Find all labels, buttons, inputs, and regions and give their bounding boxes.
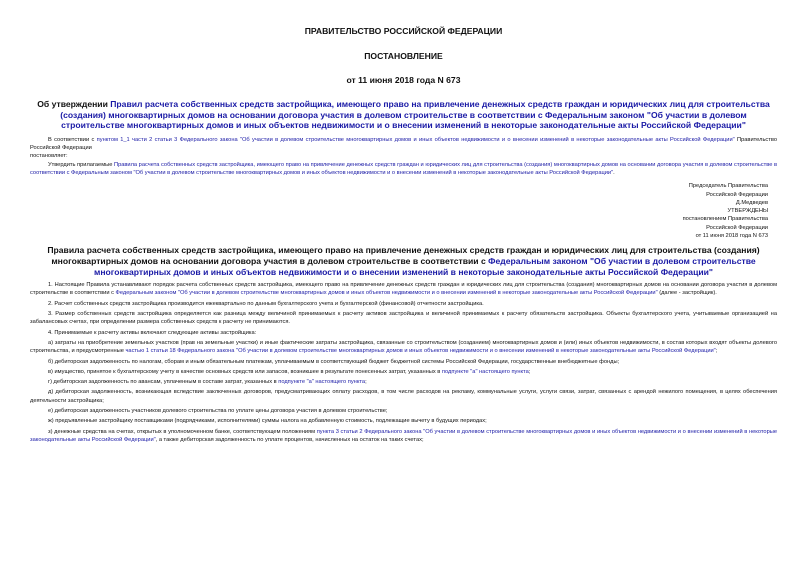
rules-title-prefix: Правила расчета собственных средств застройщика, имеющего право на привлечение денежных средств граждан и юридических лиц для строительства (создания) многоквартирных домов на основании договора участия в долевом строительстве в соответствии с	[47, 245, 760, 266]
rule-4a	[30, 339, 777, 356]
rule-1	[30, 281, 777, 298]
preamble-paragraph	[30, 136, 777, 153]
rule-1-text: 1. Настоящие Правила устанавливают порядок расчета собственных средств застройщика, имеющего право на привлечение денежных средств граждан и юридических лиц для строительства (создания) многоквартирных домов на основании договора участия в долевом строительстве в соответствии с	[30, 282, 777, 297]
approved-date: от 11 июня 2018 года N 673	[695, 233, 768, 240]
rule-4v	[30, 368, 777, 376]
signer-country: Российской Федерации	[706, 191, 768, 198]
title-link[interactable]: Правил расчета собственных средств застройщика, имеющего право на привлечение денежных средств граждан и юридических лиц для строительства (создания) многоквартирных домов на основании договора участия в долевом строительстве в соответствии с Федеральным законом "Об участии в долевом строительстве многоквартирных домов и иных объектов недвижимости и о внесении изменений в некоторые законодательные акты Российской Федерации"	[60, 99, 770, 131]
approve-rules-link[interactable]: Правила расчета собственных средств застройщика, имеющего право на привлечение денежных средств граждан и юридических лиц для строительства (создания) многоквартирных домов на основании договора участия в долевом строительстве в соответствии с Федеральным законом "Об участии в долевом строительстве многоквартирных домов и иных объектов недвижимости и о внесении изменений в некоторые законодательные акты Российской Федерации"	[30, 161, 777, 176]
signer-name: Д.Медведев	[735, 199, 768, 206]
document-page	[30, 26, 777, 444]
approve-text: Утвердить прилагаемые	[48, 161, 114, 168]
rule-1-law-link[interactable]: Федеральным законом "Об участии в долевом строительстве многоквартирных домов и иных объектов недвижимости и о внесении изменений в некоторые законодательные акты Российской Федерации"	[115, 290, 658, 297]
signature-block	[30, 182, 777, 240]
doc-date-number: от 11 июня 2018 года N 673	[346, 75, 461, 85]
rule-4: 4. Принимаемые к расчету активы включают следующие активы застройщика:	[48, 329, 257, 336]
rule-2: 2. Расчет собственных средств застройщика производится ежеквартально по данным бухгалтерского учета и бухгалтерской (финансовой) отчетности застройщика.	[48, 300, 484, 307]
signer-position: Председатель Правительства	[688, 183, 768, 190]
doc-type-heading: ПОСТАНОВЛЕНИЕ	[364, 51, 443, 61]
rule-4a-text-end: ;	[715, 348, 718, 355]
preamble-text: В соответствии с	[48, 136, 97, 143]
rule-4v-text-end: ;	[528, 368, 531, 375]
rule-4a-text: а) затраты на приобретение земельных участков (прав на земельные участки) и иные фактические затраты застройщика, связанные со строительством (созданием) многоквартирных домов и (или) иных объектов недвижимости, в состав которых входят объекты долевого строительства, и предусмотренные	[30, 339, 777, 355]
approve-paragraph	[30, 161, 777, 178]
rule-4v-link[interactable]: подпункте "а" настоящего пункта	[441, 368, 529, 375]
approve-text-end: .	[613, 169, 615, 176]
rule-4z-law-link[interactable]: пункта 3 статьи 2 Федерального закона "Об участии в долевом строительстве многоквартирных домов и иных объектов недвижимости и о внесении изменений в некоторые законодательные акты Российской Федерации"	[30, 428, 777, 443]
rule-4v-text: в) имущество, принятое к бухгалтерскому учету в качестве основных средств или запасов, возникшее в результате понесенных затрат, указанных в	[48, 368, 442, 375]
rule-4e: е) дебиторская задолженность участников долевого строительства по уплате цены договора участия в долевом строительстве;	[48, 407, 388, 414]
rule-4b: б) дебиторская задолженность по налогам, сборам и иным обязательным платежам, уплачиваемым в соответствующий бюджет бюджетной системы Российской Федерации, государственные внебюджетные фонды;	[48, 358, 620, 365]
rule-4z	[30, 428, 777, 445]
document-title	[32, 99, 775, 131]
preamble-text-end: Правительство Российской Федерации	[30, 136, 778, 152]
rule-3: 3. Размер собственных средств застройщика определяется как разница между величиной принимаемых к расчету активов застройщика и величиной принимаемых к расчету обязательств застройщика. Объекты бухгалтерского учета, учитываемые организацией на забалансовых счетах, при определении размера собственных средств к расчету не принимаются.	[30, 311, 777, 326]
resolution-word: постановляет:	[30, 153, 68, 160]
rules-title-link[interactable]: Федеральным законом "Об участии в долевом строительстве многоквартирных домов и иных объектов недвижимости и о внесении изменений в некоторые законодательные акты Российской Федерации"	[93, 255, 756, 277]
rule-4g-text: г) дебиторская задолженность по авансам, уплаченным в составе затрат, указанных в	[48, 379, 279, 386]
approved-country: Российской Федерации	[706, 224, 768, 231]
rule-4d: д) дебиторская задолженность, возникающая вследствие заключенных договоров, предусматривающих оплату расходов, в том числе расходов на рекламу, коммунальные услуги, услуги связи, затрат, связанных с арендой нежилого помещения, в целях обеспечения деятельности застройщика;	[30, 389, 777, 404]
rule-4zh: ж) предъявленные застройщику поставщиками (подрядчиками, исполнителями) суммы налога на добавленную стоимость, подлежащие вычету в будущих периодах;	[48, 418, 487, 425]
title-prefix: Об утверждении	[37, 99, 111, 109]
preamble-law-link[interactable]: пунктом 1_1 части 2 статьи 3 Федерального закона "Об участии в долевом строительстве многоквартирных домов и иных объектов недвижимости и о внесении изменений в некоторые законодательные акты Российской Федерации"	[96, 136, 735, 143]
rule-4g	[30, 378, 777, 386]
approved-label: УТВЕРЖДЕНЫ	[727, 208, 768, 215]
approved-by: постановлением Правительства	[682, 216, 768, 223]
rule-4g-text-end: ;	[365, 379, 367, 386]
rule-4a-law-link[interactable]: частью 1 статьи 18 Федерального закона "Об участии в долевом строительстве многоквартирных домов и иных объектов недвижимости и о внесении изменений в некоторые законодательные акты Российской Федерации"	[125, 348, 716, 355]
government-heading: ПРАВИТЕЛЬСТВО РОССИЙСКОЙ ФЕДЕРАЦИИ	[304, 26, 503, 36]
rule-4g-link[interactable]: подпункте "а" настоящего пункта	[278, 379, 366, 386]
rule-1-text-end: (далее - застройщик).	[657, 290, 717, 297]
rule-4z-text-end: , а также дебиторская задолженность по уплате процентов, начисленных на остаток на таких счетах;	[155, 436, 424, 443]
rule-4z-text: з) денежные средства на счетах, открытых в уполномоченном банке, соответствующем положениям	[48, 428, 317, 435]
rules-title	[32, 245, 775, 277]
